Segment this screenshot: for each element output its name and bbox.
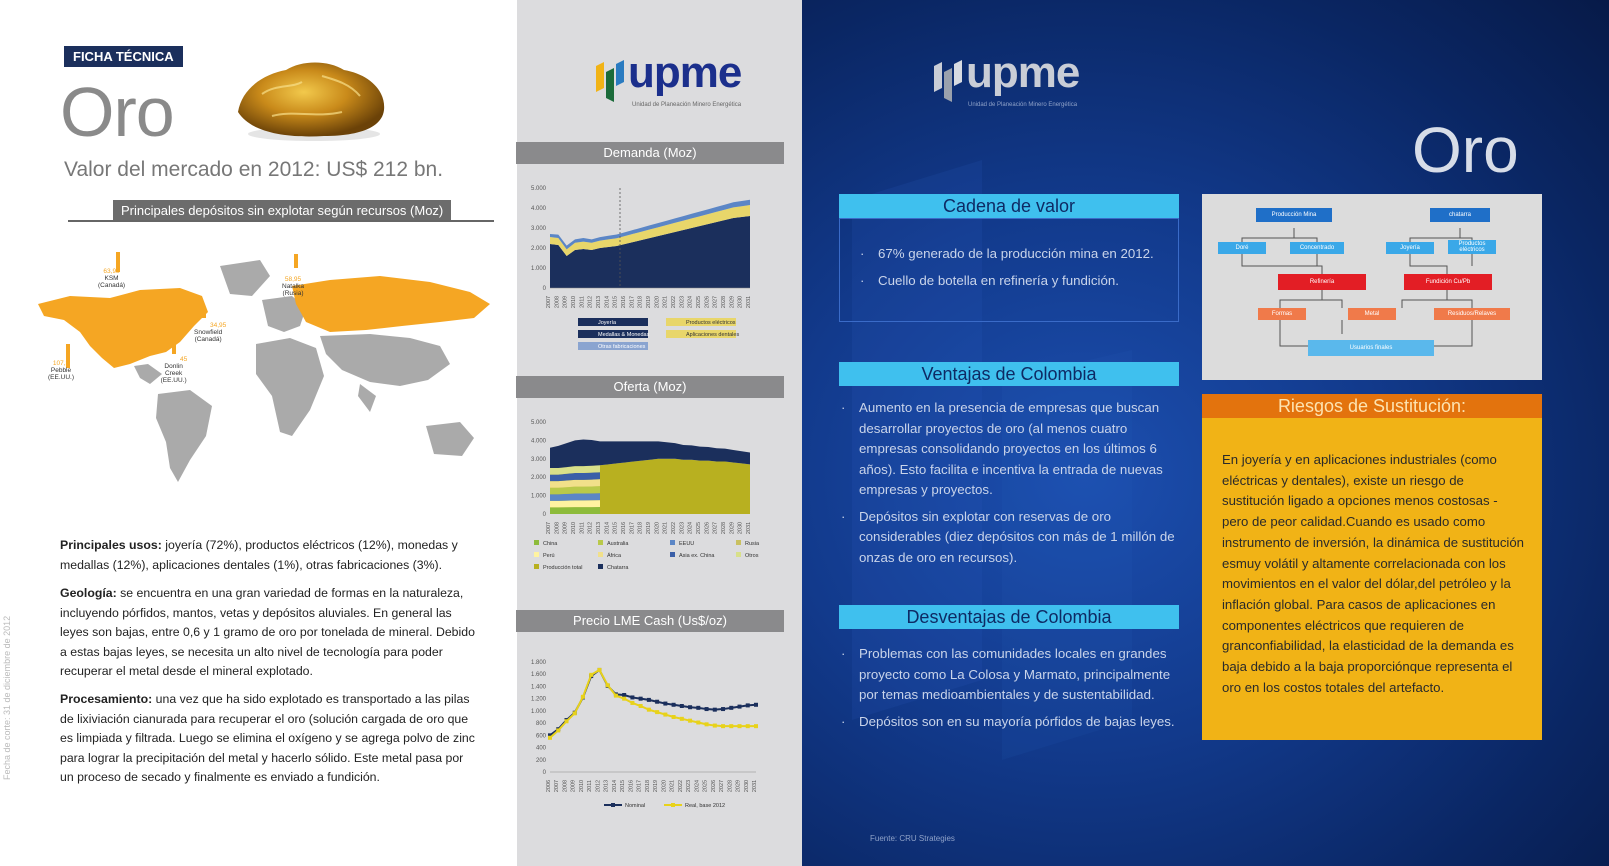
y-tick-label: 0	[542, 286, 546, 292]
data-point	[663, 713, 667, 717]
x-tick-label: 2030	[737, 521, 744, 535]
cadena-list	[858, 244, 1168, 291]
deposit-label-pebble: 107,3 Pebble (EE.UU.)	[48, 360, 74, 381]
legend-label: África	[607, 553, 622, 559]
demanda-chart	[520, 180, 784, 366]
x-tick-label: 2014	[604, 295, 611, 309]
data-point	[581, 695, 585, 699]
legend-label: Rusia	[745, 541, 760, 547]
data-point	[688, 705, 692, 709]
x-tick-label: 2014	[611, 779, 618, 793]
data-point	[713, 724, 717, 728]
flow-node: Productos eléctricos	[1448, 240, 1496, 254]
deposits-title: Principales depósitos sin explotar según recursos (Moz)	[113, 200, 451, 221]
x-tick-label: 2011	[579, 522, 586, 534]
deposit-value: 107,3	[52, 360, 70, 367]
x-tick-label: 2021	[669, 779, 676, 793]
list-item: · 67% generado de la producción mina en 2012.	[858, 244, 1168, 265]
legend-marker	[611, 803, 615, 807]
data-point	[630, 695, 634, 699]
desventajas-list	[839, 644, 1179, 732]
x-tick-label: 2011	[579, 296, 586, 308]
y-tick-label: 3.000	[530, 226, 546, 232]
legend-label: Producción total	[543, 565, 583, 571]
data-point	[672, 703, 676, 707]
data-point	[622, 697, 626, 701]
x-tick-label: 2018	[637, 295, 644, 309]
ventajas-list	[839, 398, 1179, 568]
data-point	[680, 717, 684, 721]
x-tick-label: 2012	[587, 521, 594, 535]
y-tick-label: 1.400	[530, 684, 546, 691]
data-point	[639, 704, 643, 708]
data-point	[738, 705, 742, 709]
y-tick-label: 4.000	[530, 206, 546, 212]
fuente-note: Fuente: CRU Strategies	[870, 834, 955, 843]
legend-swatch	[670, 552, 675, 557]
russia-shape	[292, 276, 490, 332]
x-tick-label: 2028	[721, 295, 727, 309]
flow-node: chatarra	[1430, 208, 1490, 222]
desventajas-header: Desventajas de Colombia	[839, 605, 1179, 629]
x-tick-label: 2008	[562, 779, 569, 793]
x-tick-label: 2023	[679, 521, 686, 535]
y-tick-label: 2.000	[530, 246, 546, 252]
legend-marker	[671, 803, 675, 807]
x-tick-label: 2007	[554, 779, 561, 793]
data-point	[729, 706, 733, 710]
y-tick-label: 200	[535, 757, 546, 764]
data-point	[696, 706, 700, 710]
x-tick-label: 2015	[612, 295, 619, 309]
flow-node: Doré	[1218, 242, 1266, 254]
y-tick-label: 0	[542, 512, 546, 518]
y-tick-label: 1.200	[530, 696, 546, 703]
oferta-chart	[520, 414, 784, 594]
x-tick-label: 2026	[704, 295, 711, 309]
x-tick-label: 2013	[603, 779, 610, 793]
x-tick-label: 2022	[671, 295, 677, 309]
fecha-corte: Fecha de corte: 31 de diciembre de 2012	[2, 615, 12, 780]
upme-subtitle: Unidad de Planeación Minero Energética	[632, 102, 742, 108]
x-tick-label: 2008	[554, 521, 561, 535]
upme-logo-icon	[592, 58, 626, 104]
upme-wordmark: upme	[966, 48, 1080, 97]
x-tick-label: 2010	[578, 779, 585, 793]
flow-node: Residuos/Relaves	[1434, 308, 1510, 320]
x-tick-label: 2014	[604, 521, 611, 535]
legend-label: Perú	[543, 553, 555, 559]
x-tick-label: 2023	[686, 779, 693, 793]
legend-label: Aplicaciones dentales	[686, 332, 740, 338]
data-point	[721, 707, 725, 711]
data-point	[597, 668, 601, 672]
x-tick-label: 2025	[696, 295, 702, 309]
y-tick-label: 1.600	[530, 672, 546, 679]
flow-node: Producción Mina	[1256, 208, 1332, 222]
data-point	[713, 708, 717, 712]
x-tick-label: 2018	[644, 779, 651, 793]
riesgos-box	[1202, 394, 1542, 740]
y-tick-label: 3.000	[530, 456, 546, 463]
data-point	[647, 708, 651, 712]
legend-label: Real, base 2012	[685, 803, 726, 809]
flow-node: Metal	[1348, 308, 1396, 320]
x-tick-label: 2025	[702, 779, 709, 793]
deposit-label-natalka: 58,95 Natalka (Rusia)	[282, 276, 305, 297]
x-tick-label: 2016	[621, 295, 627, 309]
deposit-value: 34,95	[210, 322, 227, 329]
x-tick-label: 2008	[554, 295, 561, 309]
demanda-header: Demanda (Moz)	[516, 142, 784, 164]
x-tick-label: 2020	[654, 295, 661, 309]
cadena-diagram	[1202, 194, 1542, 380]
flow-node: Usuarios finales	[1308, 340, 1434, 356]
legend-label: Nominal	[625, 803, 646, 809]
flow-node: Formas	[1258, 308, 1306, 320]
x-tick-label: 2022	[671, 521, 677, 535]
legend-swatch	[598, 552, 603, 557]
x-tick-label: 2028	[727, 779, 734, 793]
geologia-paragraph: Geología: se encuentra en una gran variedad de formas en la naturaleza, incluyendo pórfidos, mantos, vetas y depósitos aluviales. En general las leyes son bajas, entre 0,6 y 1 gramo de oro por tonelada de mineral. Debido a estas bajas leyes, se necesita un alto nivel de tecnología para poder recuperar el metal desde el mineral explotado.	[60, 586, 475, 678]
data-point	[721, 724, 725, 728]
legend-swatch	[534, 552, 539, 557]
x-tick-label: 2007	[546, 295, 552, 309]
page-title: Oro	[60, 73, 174, 151]
data-point	[556, 728, 560, 732]
data-point	[589, 673, 593, 677]
y-tick-label: 400	[535, 745, 546, 752]
x-tick-label: 2013	[596, 521, 602, 535]
precio-chart	[520, 648, 784, 834]
y-tick-label: 600	[535, 733, 546, 740]
y-tick-label: 5.000	[530, 186, 546, 192]
data-point	[548, 736, 552, 740]
deposit-value: 58,95	[284, 276, 302, 283]
x-tick-label: 2019	[646, 521, 652, 535]
ficha-tag: FICHA TÉCNICA	[64, 46, 183, 67]
x-tick-label: 2012	[587, 295, 594, 309]
data-point	[606, 683, 610, 687]
y-tick-label: 2.000	[530, 475, 546, 482]
x-tick-label: 2024	[687, 295, 694, 309]
x-tick-label: 2026	[710, 779, 717, 793]
area-series-country-band	[550, 507, 600, 514]
flow-node: Concentrado	[1290, 242, 1344, 254]
legend-swatch	[534, 564, 539, 569]
usos-paragraph: Principales usos: joyería (72%), productos eléctricos (12%), monedas y medallas (12%), aplicaciones dentales (1%), otras fabricaciones (3%).	[60, 538, 458, 572]
right-title: Oro	[1412, 114, 1519, 186]
data-point	[696, 721, 700, 725]
ventajas-header: Ventajas de Colombia	[839, 362, 1179, 386]
data-point	[614, 694, 618, 698]
data-point	[672, 715, 676, 719]
upme-subtitle: Unidad de Planeación Minero Energética	[968, 102, 1078, 108]
list-item: · Depósitos son en su mayoría pórfidos de bajas leyes.	[839, 712, 1179, 733]
data-point	[746, 724, 750, 728]
x-tick-label: 2016	[621, 521, 627, 535]
x-tick-label: 2006	[546, 779, 552, 793]
y-tick-label: 1.800	[530, 660, 546, 666]
x-tick-label: 2029	[729, 295, 736, 309]
deposit-label-ksm: 63,98 KSM (Canadá)	[98, 268, 126, 289]
legend-swatch	[534, 540, 539, 545]
deposit-label-donlin: 45 Donlin Creek (EE.UU.)	[160, 356, 188, 384]
data-point	[655, 710, 659, 714]
legend-label: Otros	[745, 553, 759, 559]
legend-label: EEUU	[679, 541, 695, 547]
procesamiento-paragraph: Procesamiento: una vez que ha sido explotado es transportado a las pilas de lixiviación cianurada para recuperar el oro (solución cargada de oro que es limpiada y filtrada. Luego se elimina el oxígeno y se agrega polvo de zinc para lograr la precipitación del metal y hacerlo sólido. Este metal pasa por un proceso de secado y finalmente es enviado a fundición.	[60, 692, 475, 784]
list-item: · Depósitos sin explotar con reservas de oro considerables (diez depósitos con más de 1 millón de onzas de oro en recursos).	[839, 507, 1179, 569]
x-tick-label: 2017	[629, 521, 636, 535]
x-tick-label: 2007	[546, 521, 552, 535]
x-tick-label: 2020	[661, 779, 668, 793]
data-point	[746, 703, 750, 707]
x-tick-label: 2015	[620, 779, 627, 793]
list-item: · Aumento en la presencia de empresas que buscan desarrollar proyectos de oro (al menos cuatro empresas consolidando proyectos en los últimos 6 años). Esto facilita e incentiva la entrada de nuevas empresas y proyectos.	[839, 398, 1179, 501]
list-item: · Cuello de botella en refinería y fundición.	[858, 271, 1168, 292]
x-tick-label: 2022	[677, 779, 684, 793]
x-tick-label: 2029	[735, 779, 742, 793]
x-tick-label: 2021	[662, 295, 669, 309]
deposit-value: 45	[180, 356, 188, 363]
x-tick-label: 2017	[636, 779, 643, 793]
list-item: · Problemas con las comunidades locales en grandes proyecto como La Colosa y Marmato, principalmente por temas medioambientales y de sustentabilidad.	[839, 644, 1179, 706]
flow-node: Joyería	[1386, 242, 1434, 254]
y-tick-label: 5.000	[530, 420, 546, 426]
deposit-value: 63,98	[103, 268, 120, 275]
data-point	[564, 719, 568, 723]
x-tick-label: 2030	[743, 779, 750, 793]
x-tick-label: 2027	[712, 521, 719, 535]
cadena-header: Cadena de valor	[839, 194, 1179, 218]
gold-nugget-image	[232, 54, 392, 144]
x-tick-label: 2031	[746, 521, 752, 535]
x-tick-label: 2019	[646, 295, 652, 309]
y-tick-label: 0	[542, 770, 546, 776]
legend-swatch	[598, 540, 603, 545]
x-tick-label: 2011	[587, 780, 594, 792]
legend-swatch	[598, 564, 603, 569]
legend-label: China	[543, 541, 558, 547]
x-tick-label: 2009	[570, 779, 577, 793]
legend-label: Medallas & Monedas	[598, 332, 650, 338]
y-tick-label: 1.000	[530, 493, 546, 500]
data-point	[622, 693, 626, 697]
ficha-panel	[0, 0, 517, 866]
x-tick-label: 2021	[662, 521, 669, 535]
legend-label: Joyería	[598, 320, 617, 326]
precio-header: Precio LME Cash (Us$/oz)	[516, 610, 784, 632]
legend-label: Australia	[607, 541, 629, 547]
x-tick-label: 2009	[562, 521, 569, 535]
data-point	[639, 697, 643, 701]
x-tick-label: 2027	[719, 779, 726, 793]
x-tick-label: 2009	[562, 295, 569, 309]
data-point	[663, 702, 667, 706]
upme-logo-icon	[930, 58, 964, 104]
oferta-header: Oferta (Moz)	[516, 376, 784, 398]
x-tick-label: 2015	[612, 521, 619, 535]
x-tick-label: 2010	[571, 295, 577, 309]
data-point	[738, 724, 742, 728]
x-tick-label: 2029	[729, 521, 736, 535]
x-tick-label: 2028	[721, 521, 727, 535]
x-tick-label: 2019	[653, 779, 660, 793]
divider	[68, 220, 494, 222]
data-point	[754, 703, 758, 707]
area-series-country-band	[550, 500, 600, 507]
data-point	[754, 724, 758, 728]
deposit-label-snowfield: 34,95 Snowfield (Canadá)	[194, 322, 227, 343]
x-tick-label: 2020	[654, 521, 661, 535]
legend-label: Asia ex. China	[679, 553, 715, 559]
data-point	[688, 719, 692, 723]
x-tick-label: 2023	[679, 295, 686, 309]
riesgos-header: Riesgos de Sustitución:	[1202, 394, 1542, 418]
data-point	[573, 711, 577, 715]
flow-node: Fundición Cu/Pb	[1404, 274, 1492, 290]
x-tick-label: 2018	[637, 521, 644, 535]
data-point	[630, 701, 634, 705]
legend-swatch	[736, 540, 741, 545]
x-tick-label: 2024	[694, 779, 701, 793]
legend-swatch	[736, 552, 741, 557]
legend-label: Productos eléctricos	[686, 320, 736, 326]
x-tick-label: 2013	[596, 295, 602, 309]
data-point	[729, 724, 733, 728]
data-point	[655, 700, 659, 704]
y-tick-label: 800	[535, 721, 546, 728]
upme-wordmark: upme	[628, 48, 742, 97]
legend-label: Otras fabricaciones	[598, 344, 646, 350]
riesgos-text: En joyería y en aplicaciones industriales (como eléctricas y dentales), existe un riesgo de sustitución ligado a opciones menos costosas - pero de peor calidad.Cuando es usado como instrumento de inversión, la dinámica de sustitución esmuy volátil y altamente correlacionada con los movimientos en el valor del dólar,del petróleo y la inflación global. Para casos de aplicaciones en componentes eléctricos que requieren de granconfiabilidad, la elasticidad de la demanda es baja debido a la baja proporciónque representa el oro en los costos totales del artefacto.	[1222, 452, 1525, 695]
y-tick-label: 1.000	[530, 708, 546, 715]
x-tick-label: 2012	[595, 779, 602, 793]
x-tick-label: 2027	[712, 295, 719, 309]
x-tick-label: 2025	[696, 521, 702, 535]
x-tick-label: 2031	[752, 779, 758, 793]
x-tick-label: 2016	[628, 779, 635, 793]
data-point	[680, 704, 684, 708]
y-tick-label: 4.000	[530, 438, 546, 445]
data-point	[705, 707, 709, 711]
x-tick-label: 2010	[571, 521, 577, 535]
x-tick-label: 2026	[704, 521, 711, 535]
x-tick-label: 2017	[629, 295, 636, 309]
flow-node: Refinería	[1278, 274, 1366, 290]
x-tick-label: 2031	[746, 295, 752, 309]
data-point	[647, 698, 651, 702]
data-point	[705, 722, 709, 726]
legend-swatch	[670, 540, 675, 545]
y-tick-label: 1.000	[530, 266, 546, 272]
market-value: Valor del mercado en 2012: US$ 212 bn.	[64, 158, 444, 181]
x-tick-label: 2030	[737, 295, 744, 309]
x-tick-label: 2024	[687, 521, 694, 535]
line-series-real	[550, 670, 756, 738]
legend-label: Chatarra	[607, 565, 629, 571]
